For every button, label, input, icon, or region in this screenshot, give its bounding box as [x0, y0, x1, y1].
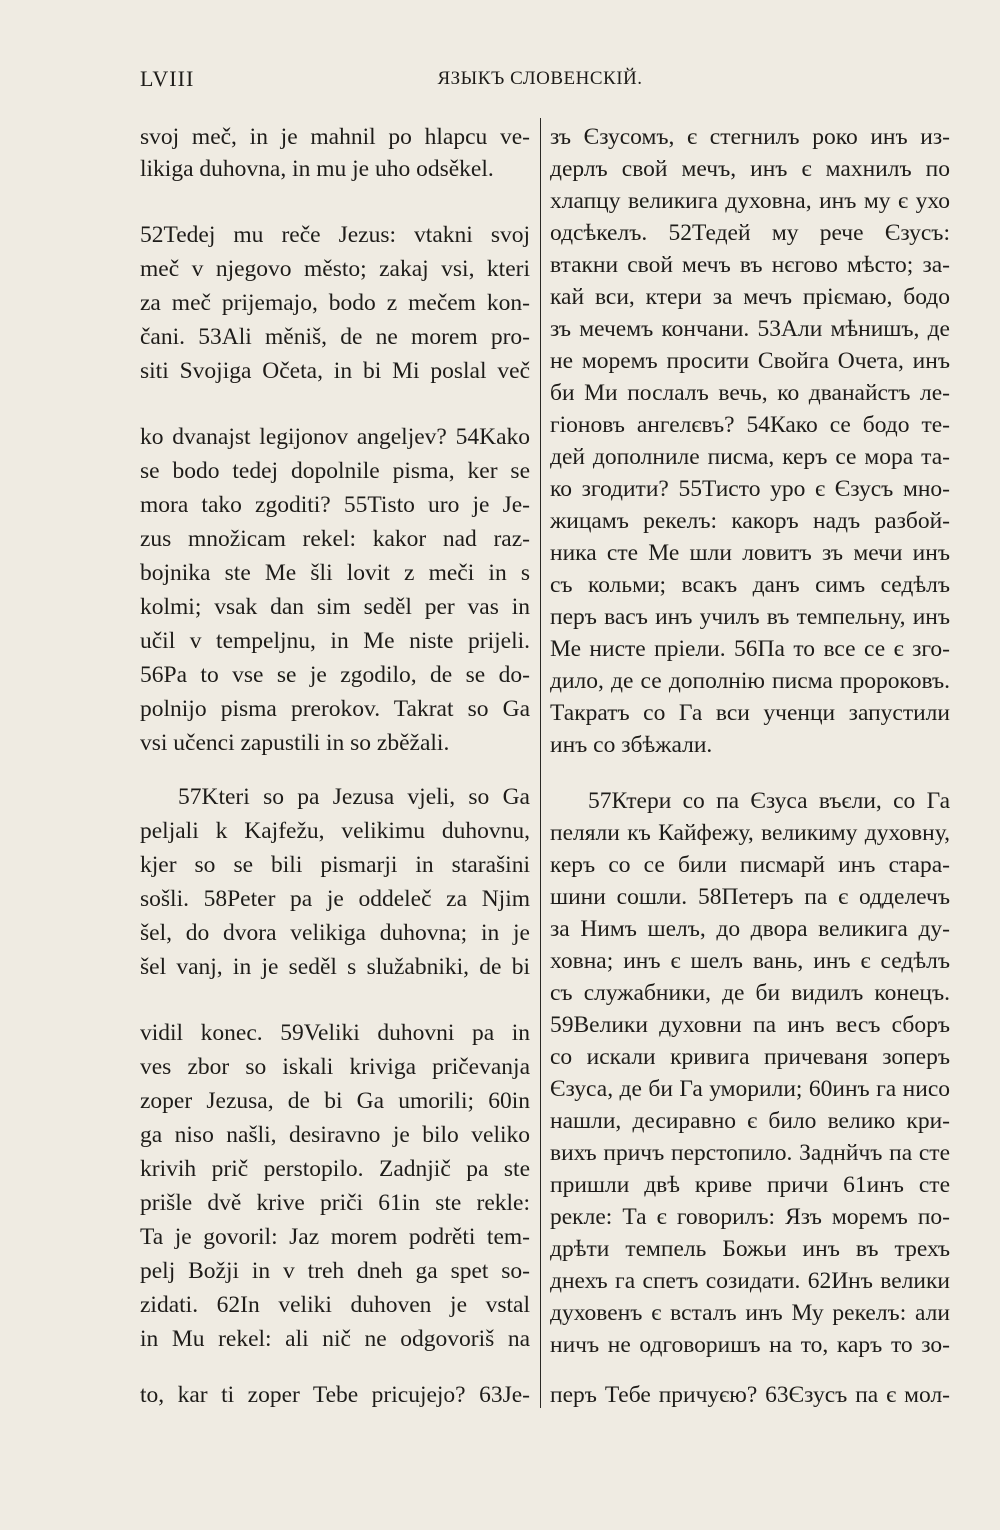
- text-line: инъ со збѣжали.: [550, 732, 713, 758]
- text-line: 56Pa to vse se je zgodilo, de se do-: [140, 662, 530, 688]
- text-line: vidil konec. 59Veliki duhovni pa in: [140, 1020, 530, 1046]
- text-line: ko dvanajst legijonov angeljev? 54Kako: [140, 424, 530, 450]
- text-line: bojnika ste Me šli lovit z meči in s: [140, 560, 530, 586]
- text-line: керъ со се били писмарй инъ стара-: [550, 852, 950, 878]
- text-line: би Ми послалъ вечь, ко дванайстъ ле-: [550, 380, 950, 406]
- text-line: 59Велики духовни па инъ весъ сборъ: [550, 1012, 950, 1038]
- text-line: ga niso našli, desiravno je bilo veliko: [140, 1122, 530, 1148]
- text-line: Такратъ со Га вси ученци запустили: [550, 700, 950, 726]
- text-line: čani. 53Ali měniš, de ne morem pro-: [140, 324, 530, 350]
- text-line: zoper Jezusa, de bi Ga umorili; 60in: [140, 1088, 530, 1114]
- text-line: šel, do dvora velikiga duhovna; in je: [140, 920, 530, 946]
- text-line: sošli. 58Peter pa je oddeleč za Njim: [140, 886, 530, 912]
- text-line: кай вси, ктери за мечъ пріємаю, бодо: [550, 284, 950, 310]
- text-line: Єзуса, де би Га уморили; 60инъ га нисо: [550, 1076, 950, 1102]
- text-line: to, kar ti zoper Tebe pricujejo? 63Je-: [140, 1382, 530, 1408]
- text-line: likiga duhovna, in mu je uho odsěkel.: [140, 156, 494, 182]
- text-line: Ta je govoril: Jaz morem podrěti tem-: [140, 1224, 530, 1250]
- text-line: днехъ га спетъ созидати. 62Инъ велики: [550, 1268, 950, 1294]
- text-line: дило, де се дополнію писма пророковъ.: [550, 668, 950, 694]
- text-line: съ кольми; всакъ данъ симъ седѣлъ: [550, 572, 950, 598]
- text-line: svoj meč, in je mahnil po hlapcu ve-: [140, 124, 530, 150]
- text-line: pelj Božji in v treh dneh ga spet so-: [140, 1258, 530, 1284]
- text-line: vsi učenci zapustili in so zběžali.: [140, 730, 450, 756]
- text-line: učil v tempeljnu, in Me niste prijeli.: [140, 628, 530, 654]
- text-line: гіоновъ ангелєвъ? 54Како се бодо те-: [550, 412, 950, 438]
- text-line: духовенъ є всталъ инъ Му рекелъ: али: [550, 1300, 950, 1326]
- text-line: со искали кривига причеваня зоперъ: [550, 1044, 950, 1070]
- text-line: 57Kteri so pa Jezusa vjeli, so Ga: [178, 784, 530, 810]
- text-line: зъ Єзусомъ, є стегнилъ роко инъ из-: [550, 124, 950, 150]
- text-line: нашли, десиравно є било велико кри-: [550, 1108, 950, 1134]
- running-title: ЯЗЫКЪ СЛОВЕНСКІЙ.: [437, 68, 643, 89]
- text-line: перъ Тебе причуєю? 63Єзусъ па є мол-: [550, 1382, 950, 1408]
- text-line: 52Tedej mu reče Jezus: vtakni svoj: [140, 222, 530, 248]
- text-line: zidati. 62In veliki duhoven je vstal: [140, 1292, 530, 1318]
- text-line: mora tako zgoditi? 55Tisto uro je Je-: [140, 492, 530, 518]
- text-line: se bodo tedej dopolnile pisma, ker se: [140, 458, 530, 484]
- text-line: пеляли къ Кайфежу, великиму духовну,: [550, 820, 950, 846]
- text-line: съ служабники, де би видилъ конецъ.: [550, 980, 950, 1006]
- text-line: ves zbor so iskali kriviga pričevanja: [140, 1054, 530, 1080]
- text-line: ника сте Ме шли ловитъ зъ мечи инъ: [550, 540, 950, 566]
- text-line: шини сошли. 58Петеръ па є одделечъ: [550, 884, 950, 910]
- text-line: жицамъ рекелъ: какоръ надъ разбой-: [550, 508, 950, 534]
- text-line: za meč prijemajo, bodo z mečem kon-: [140, 290, 530, 316]
- text-line: in Mu rekel: ali nič ne odgovoriš na: [140, 1326, 530, 1352]
- text-line: не моремъ просити Свойга Очета, инъ: [550, 348, 950, 374]
- text-line: Ме нисте пріели. 56Па то все се є зго-: [550, 636, 950, 662]
- text-line: ховна; инъ є шелъ вань, инъ є седѣлъ: [550, 948, 950, 974]
- text-line: meč v njegovo město; zakaj vsi, kteri: [140, 256, 530, 282]
- text-line: хлапцу великига духовна, инъ му є ухо: [550, 188, 950, 214]
- text-line: перъ васъ инъ училъ въ темпельну, инъ: [550, 604, 950, 630]
- text-line: за Нимъ шелъ, до двора великига ду-: [550, 916, 950, 942]
- text-line: kjer so se bili pismarji in starašini: [140, 852, 530, 878]
- text-line: šel vanj, in je seděl s služabniki, de bi: [140, 954, 530, 980]
- text-line: 57Ктери со па Єзуса въєли, со Га: [588, 788, 950, 814]
- text-line: peljali k Kajfežu, velikimu duhovnu,: [140, 818, 530, 844]
- text-line: krivih prič perstopilo. Zadnjič pa ste: [140, 1156, 530, 1182]
- text-line: дерлъ свой мечъ, инъ є махнилъ по: [550, 156, 950, 182]
- text-line: втакни свой мечъ въ нєгово мѣсто; за-: [550, 252, 950, 278]
- text-line: дрѣти темпель Божьи инъ въ трехъ: [550, 1236, 950, 1262]
- text-line: prišle dvě krive priči 61in ste rekle:: [140, 1190, 530, 1216]
- text-line: одсѣкелъ. 52Тедей му рече Єзусъ:: [550, 220, 950, 246]
- text-line: зъ мечемъ кончани. 53Али мѣнишъ, де: [550, 316, 950, 342]
- column-divider: [540, 118, 541, 1408]
- text-line: siti Svojiga Očeta, in bi Mi poslal več: [140, 358, 530, 384]
- text-line: дей дополниле писма, керъ се мора та-: [550, 444, 950, 470]
- text-line: рекле: Та є говорилъ: Язъ моремъ по-: [550, 1204, 950, 1230]
- text-line: ко згодити? 55Тисто уро є Єзусъ мно-: [550, 476, 950, 502]
- page-number: LVIII: [140, 66, 195, 91]
- text-line: пришли двѣ криве причи 61инъ сте: [550, 1172, 950, 1198]
- text-line: kolmi; vsak dan sim seděl per vas in: [140, 594, 530, 620]
- text-line: ничъ не одговоришъ на то, каръ то зо-: [550, 1332, 950, 1358]
- text-line: polnijo pisma prerokov. Takrat so Ga: [140, 696, 530, 722]
- text-line: вихъ причъ перстопило. Заднйчъ па сте: [550, 1140, 950, 1166]
- text-line: zus množicam rekel: kakor nad raz-: [140, 526, 530, 552]
